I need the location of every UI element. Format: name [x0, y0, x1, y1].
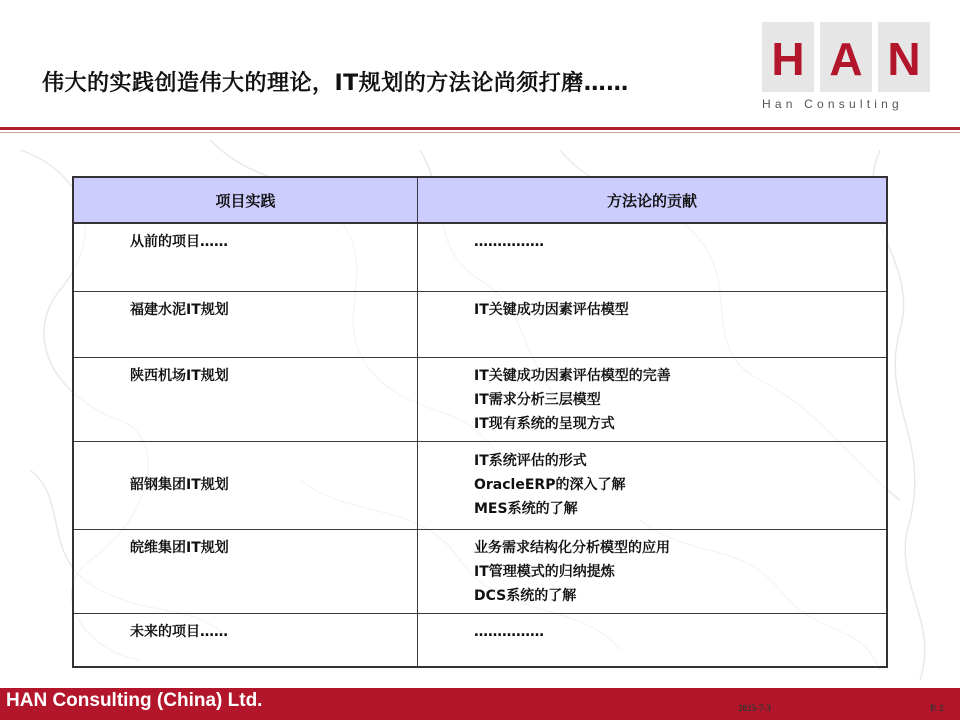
project-cell: 从前的项目……: [73, 223, 418, 291]
logo-letter-n: N: [887, 33, 921, 85]
project-cell: 福建水泥IT规划: [73, 291, 418, 357]
header-project: 项目实践: [73, 177, 418, 223]
header-contribution: 方法论的贡献: [418, 177, 888, 223]
methodology-table: [72, 176, 888, 668]
logo-letter-h: H: [771, 33, 805, 85]
table-row: [73, 291, 887, 357]
contribution-cell: IT系统评估的形式 OracleERP的深入了解 MES系统的了解: [418, 441, 888, 529]
contribution-cell: IT关键成功因素评估模型的完善 IT需求分析三层模型 IT现有系统的呈现方式: [418, 357, 888, 441]
slide-title: 伟大的实践创造伟大的理论，IT规划的方法论尚须打磨……: [42, 71, 629, 96]
table-row: [73, 357, 887, 441]
logo-letter-a: A: [829, 33, 863, 85]
footer-company: HAN Consulting (China) Ltd.: [6, 690, 263, 711]
table-row: [73, 223, 887, 291]
project-cell: 皖维集团IT规划: [73, 529, 418, 613]
table-row: [73, 441, 887, 529]
header-divider: [0, 127, 960, 130]
project-cell: 陕西机场IT规划: [73, 357, 418, 441]
table-header-row: [73, 177, 887, 223]
table-row: [73, 613, 887, 667]
header-divider-thin: [0, 132, 960, 133]
contribution-cell: IT关键成功因素评估模型: [418, 291, 888, 357]
page-number: P. 2: [930, 703, 944, 713]
contribution-cell: ……………: [418, 613, 888, 667]
footer-date: 2025-7-3: [738, 703, 771, 713]
project-cell: 韶钢集团IT规划: [73, 441, 418, 529]
contribution-cell: 业务需求结构化分析模型的应用 IT管理模式的归纳提炼 DCS系统的了解: [418, 529, 888, 613]
project-cell: 未来的项目……: [73, 613, 418, 667]
table-row: [73, 529, 887, 613]
contribution-cell: ……………: [418, 223, 888, 291]
logo-subtitle: Han Consulting: [762, 97, 903, 111]
